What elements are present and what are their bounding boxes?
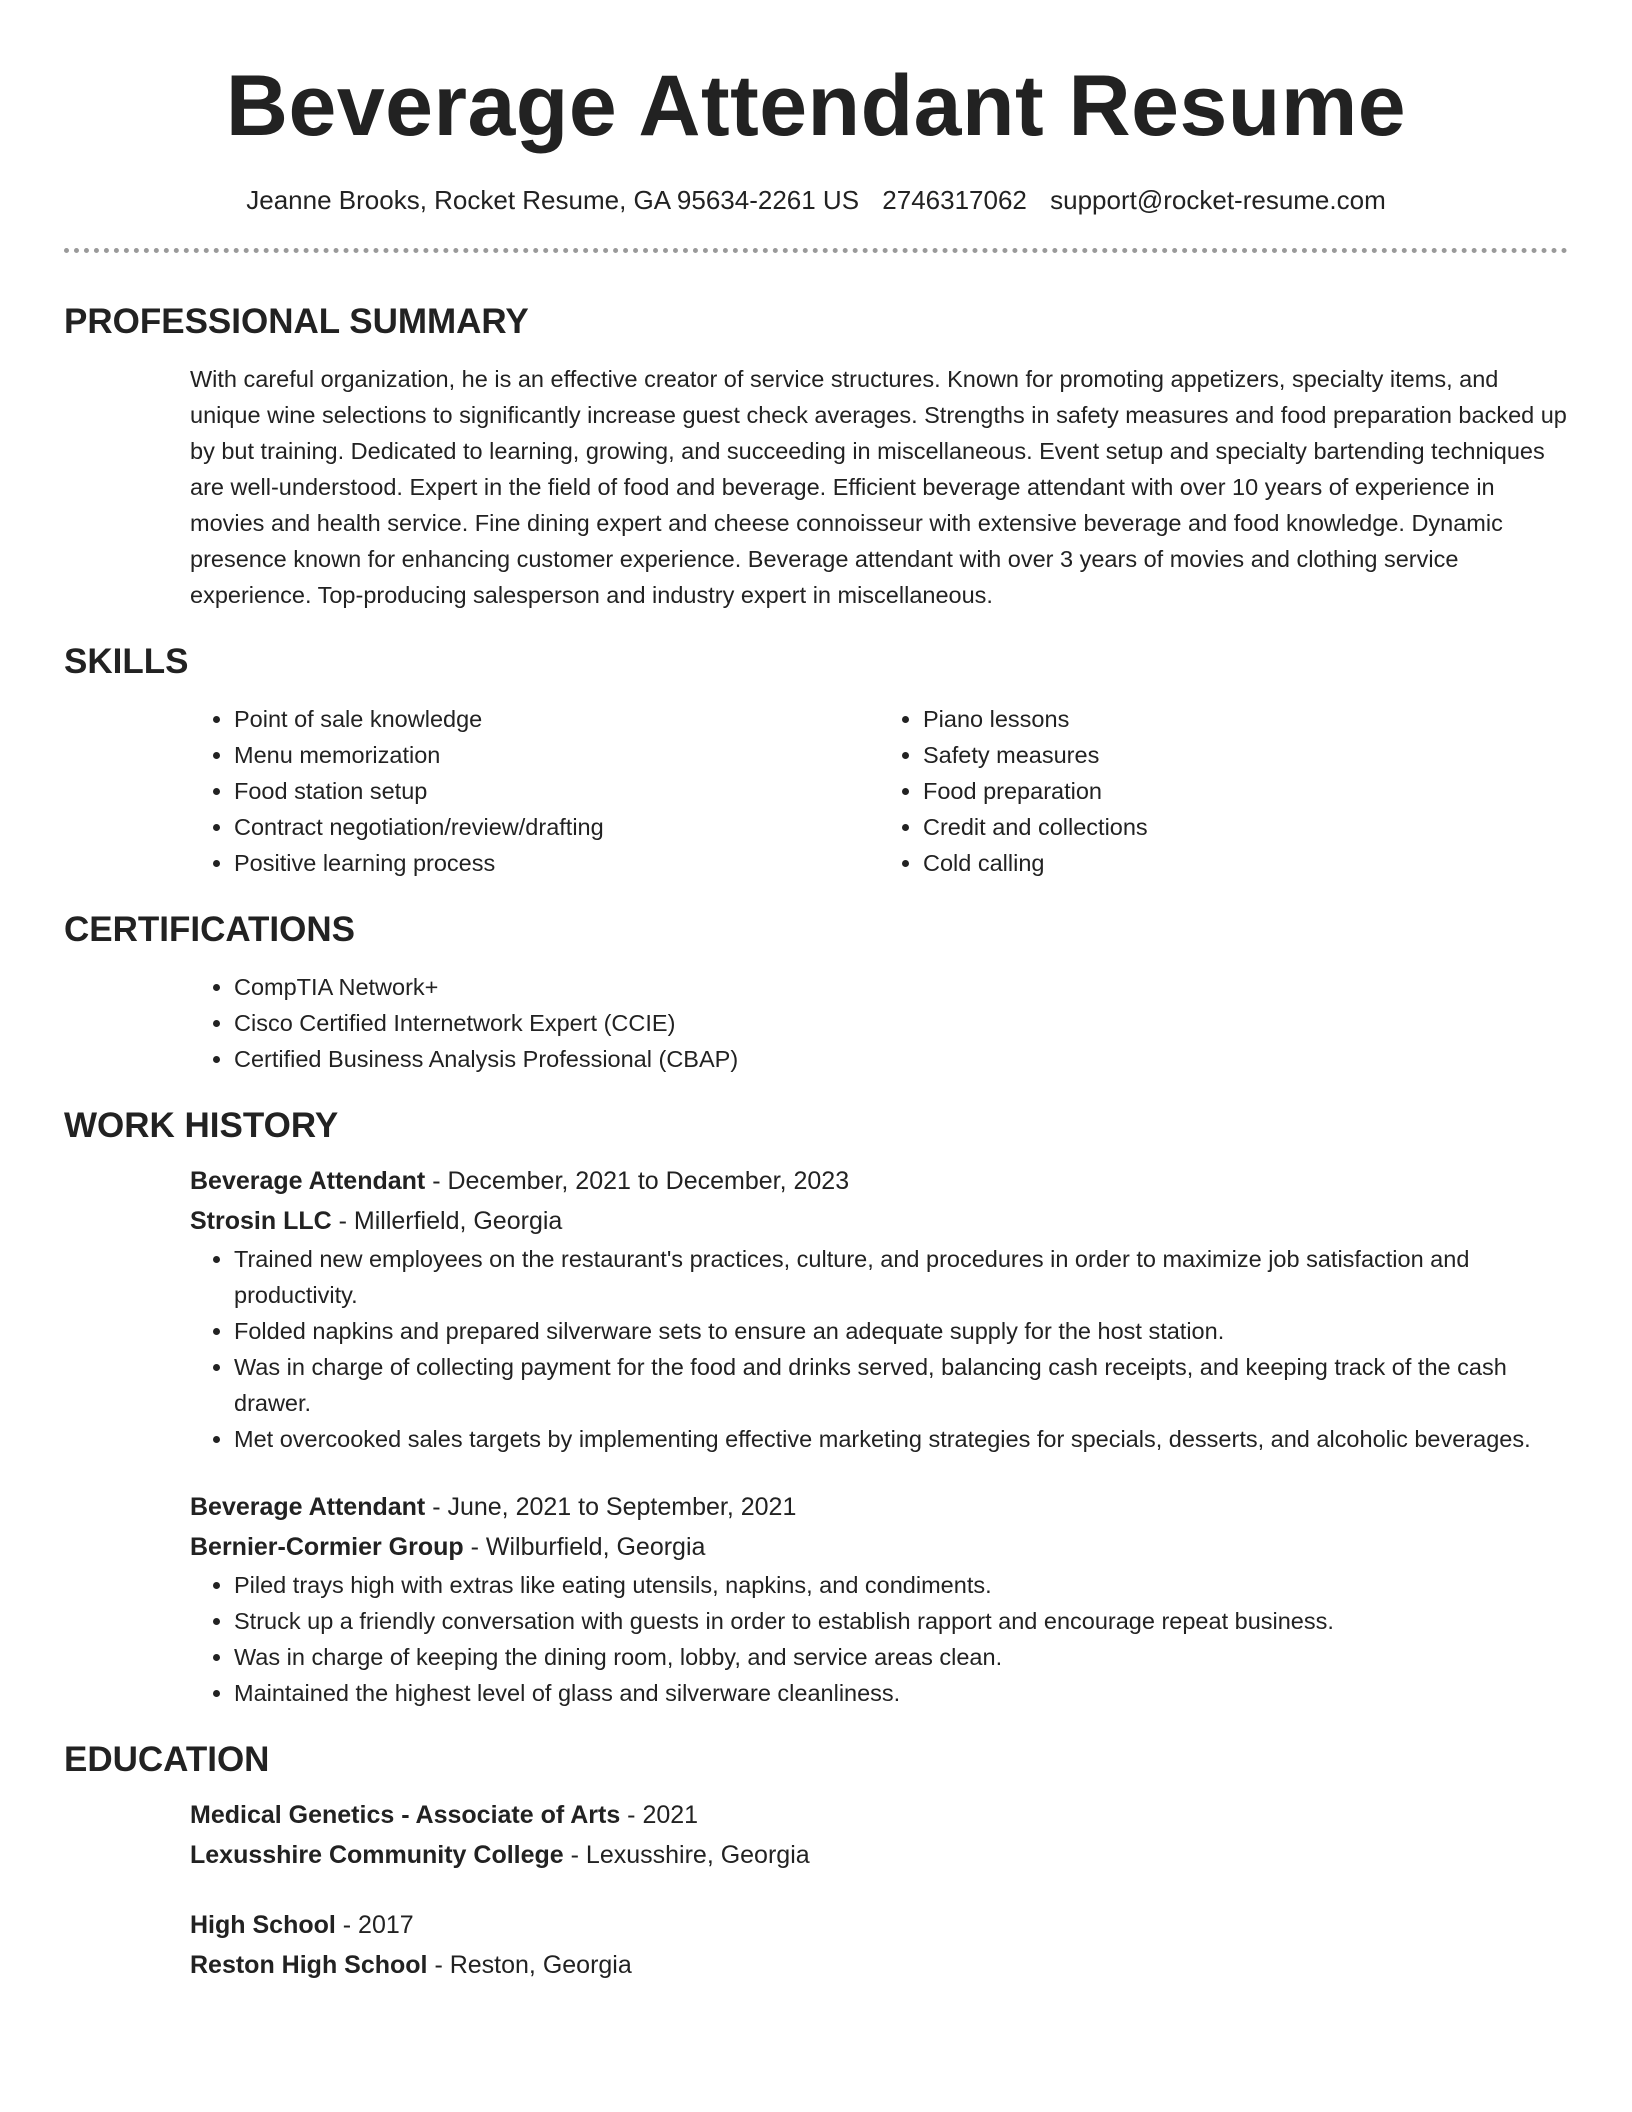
education-location: - Reston, Georgia — [427, 1951, 632, 1979]
job-bullet: • Trained new employees on the restaurant's practices, culture, and procedures in order to maximize job satisfaction and productivity. — [234, 1241, 1568, 1313]
job-bullets — [190, 1567, 1568, 1711]
certifications-heading: CERTIFICATIONS — [64, 910, 356, 949]
education-entry — [190, 1905, 1568, 1985]
education-year: - 2021 — [620, 1801, 699, 1829]
skill-item: • Point of sale knowledge — [234, 701, 879, 737]
education-location: - Lexusshire, Georgia — [563, 1841, 810, 1869]
education-year: - 2017 — [335, 1911, 414, 1939]
job-dates: - December, 2021 to December, 2023 — [425, 1167, 850, 1195]
education-school: Lexusshire Community College — [190, 1841, 564, 1869]
certifications-list — [190, 969, 1568, 1077]
skill-item: • Safety measures — [923, 737, 1568, 773]
contact-email: support@rocket-resume.com — [1050, 185, 1386, 215]
skill-item: • Food preparation — [923, 773, 1568, 809]
certification-item: • CompTIA Network+ — [234, 969, 1568, 1005]
job-entry — [190, 1161, 1568, 1457]
skills-column-left — [190, 701, 879, 881]
job-company-line — [190, 1201, 1568, 1241]
education-school-line — [190, 1945, 1568, 1985]
job-entry — [190, 1487, 1568, 1711]
education-section — [64, 1739, 1568, 1985]
education-degree: High School — [190, 1911, 336, 1939]
work-history-section — [64, 1105, 1568, 1711]
header-divider — [64, 248, 1568, 253]
education-heading: EDUCATION — [64, 1740, 270, 1779]
job-dates: - June, 2021 to September, 2021 — [425, 1493, 797, 1521]
job-company: Bernier-Cormier Group — [190, 1533, 464, 1561]
education-degree-line — [190, 1795, 1568, 1835]
job-bullet: • Struck up a friendly conversation with guests in order to establish rapport and encourage repeat business. — [234, 1603, 1568, 1639]
summary-heading: PROFESSIONAL SUMMARY — [64, 302, 529, 341]
skills-list — [190, 701, 1568, 881]
skills-column-right — [879, 701, 1568, 881]
work-history-heading: WORK HISTORY — [64, 1106, 339, 1145]
job-location: - Millerfield, Georgia — [331, 1207, 563, 1235]
skill-item: • Positive learning process — [234, 845, 879, 881]
skills-heading: SKILLS — [64, 642, 189, 681]
contact-line — [64, 184, 1568, 216]
skill-item: • Piano lessons — [923, 701, 1568, 737]
certifications-section — [64, 909, 1568, 1077]
job-bullet: • Maintained the highest level of glass and silverware cleanliness. — [234, 1675, 1568, 1711]
job-company: Strosin LLC — [190, 1207, 332, 1235]
job-title: Beverage Attendant — [190, 1167, 426, 1195]
job-company-line — [190, 1527, 1568, 1567]
skill-item: • Credit and collections — [923, 809, 1568, 845]
certification-item: • Cisco Certified Internetwork Expert (CCIE) — [234, 1005, 1568, 1041]
job-bullet: • Was in charge of keeping the dining room, lobby, and service areas clean. — [234, 1639, 1568, 1675]
job-bullet: • Piled trays high with extras like eating utensils, napkins, and condiments. — [234, 1567, 1568, 1603]
skill-item: • Menu memorization — [234, 737, 879, 773]
skill-item: • Cold calling — [923, 845, 1568, 881]
job-location: - Wilburfield, Georgia — [463, 1533, 706, 1561]
skill-item: • Food station setup — [234, 773, 879, 809]
job-title: Beverage Attendant — [190, 1493, 426, 1521]
education-degree: Medical Genetics - Associate of Arts — [190, 1801, 621, 1829]
summary-text: With careful organization, he is an effective creator of service structures. Known for promoting appetizers, specialty items, and unique wine selections to significantly increase guest check averages. Strengths in safety measures and food preparation backed up by but training. Dedicated to learning, growing, and succeeding in miscellaneous. Event setup and specialty bartending techniques are well-understood. Expert in the field of food and beverage. Efficient beverage attendant with over 10 years of experience in movies and health service. Fine dining expert and cheese connoisseur with extensive beverage and food knowledge. Dynamic presence known for enhancing customer experience. Beverage attendant with over 3 years of movies and clothing service experience. Top-producing salesperson and industry expert in miscellaneous. — [190, 366, 1567, 608]
certifications-body — [190, 969, 1568, 1077]
job-bullet: • Met overcooked sales targets by implementing effective marketing strategies for specials, desserts, and alcoholic beverages. — [234, 1421, 1568, 1457]
job-title-line — [190, 1161, 1568, 1201]
summary-section — [64, 301, 1568, 613]
job-bullet: • Folded napkins and prepared silverware sets to ensure an adequate supply for the host station. — [234, 1313, 1568, 1349]
contact-phone: 2746317062 — [882, 185, 1027, 215]
education-school-line — [190, 1835, 1568, 1875]
job-title-line — [190, 1487, 1568, 1527]
skill-item: • Contract negotiation/review/drafting — [234, 809, 879, 845]
education-entry — [190, 1795, 1568, 1875]
summary-body — [190, 361, 1568, 613]
job-bullets — [190, 1241, 1568, 1457]
certification-item: • Certified Business Analysis Professional (CBAP) — [234, 1041, 1568, 1077]
skills-section — [64, 641, 1568, 881]
contact-address: Jeanne Brooks, Rocket Resume, GA 95634-2261 US — [246, 185, 860, 215]
job-bullet: • Was in charge of collecting payment for the food and drinks served, balancing cash receipts, and keeping track of the cash drawer. — [234, 1349, 1568, 1421]
education-degree-line — [190, 1905, 1568, 1945]
education-school: Reston High School — [190, 1951, 428, 1979]
resume-title: Beverage Attendant Resume — [225, 58, 1407, 154]
